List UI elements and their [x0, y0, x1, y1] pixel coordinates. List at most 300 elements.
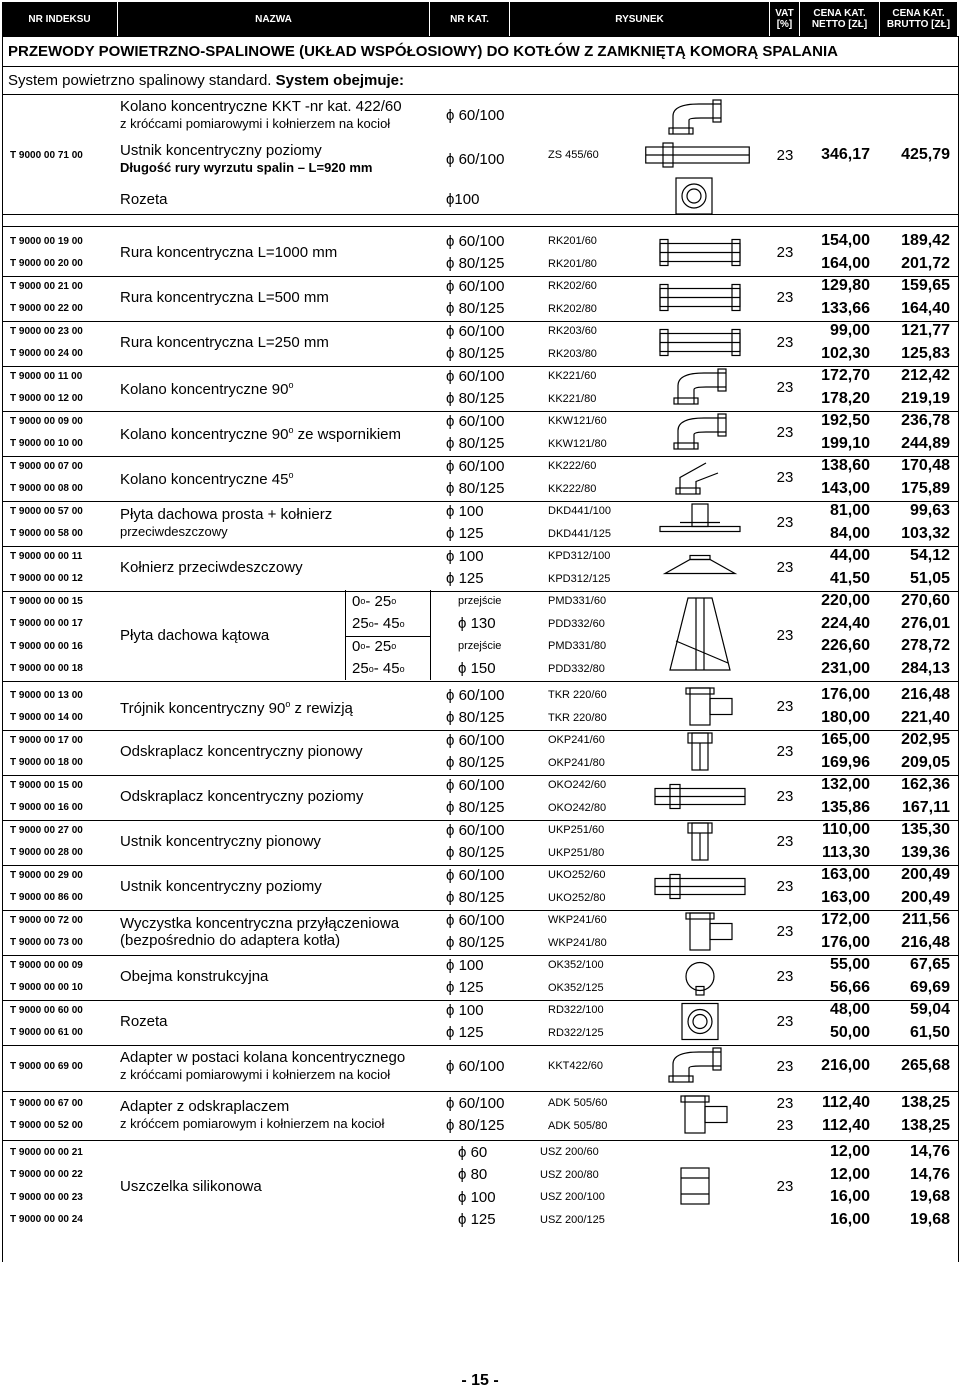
- item-netto: 132,00: [821, 776, 870, 794]
- item-diameter: ϕ 60/100: [446, 911, 505, 929]
- product-name: [120, 729, 440, 774]
- item-netto: 56,66: [829, 978, 870, 996]
- item-brutto: 167,11: [901, 798, 950, 816]
- adapter2-code: T 9000 00 67 00: [10, 1097, 83, 1109]
- rosette-drawing-icon: [668, 176, 720, 216]
- item-code: T 9000 00 72 00: [10, 914, 83, 926]
- item-diameter: ϕ 125: [446, 525, 484, 543]
- item-code: T 9000 00 00 09: [10, 959, 83, 971]
- item-kat: WKP241/60: [548, 914, 607, 927]
- product-name-line: Płyta dachowa kątowa: [120, 626, 270, 644]
- header-cell-3: RYSUNEK: [510, 2, 770, 36]
- adapter2-brutto: 138,25: [901, 1116, 950, 1134]
- roof-code: T 9000 00 00 15: [10, 595, 83, 607]
- item-code: T 9000 00 07 00: [10, 460, 83, 472]
- adapter2-kat: ADK 505/80: [548, 1119, 608, 1132]
- product-name-line: Odskraplacz koncentryczny pionowy: [120, 743, 363, 760]
- product-name: [120, 230, 440, 275]
- set-item-diameter: ϕ100: [446, 190, 480, 208]
- item-brutto: 135,30: [901, 821, 950, 839]
- item-brutto: 164,40: [901, 299, 950, 317]
- adapter-diameter: ϕ 60/100: [446, 1057, 505, 1075]
- item-netto: 81,00: [829, 502, 870, 520]
- item-code: T 9000 00 58 00: [10, 528, 83, 540]
- vert-drawing-icon: [650, 731, 750, 772]
- item-netto: 176,00: [821, 933, 870, 951]
- product-name-line: Ustnik koncentryczny pionowy: [120, 833, 321, 850]
- item-code: T 9000 00 73 00: [10, 937, 83, 949]
- degree-sup: o: [288, 380, 294, 390]
- item-netto: 84,00: [829, 524, 870, 542]
- item-kat: UKO252/60: [548, 869, 606, 882]
- item-brutto: 221,40: [901, 708, 950, 726]
- item-netto: 129,80: [821, 277, 870, 295]
- item-brutto: 159,65: [901, 277, 950, 295]
- set-item-title: Rozeta: [120, 190, 168, 208]
- column-divider: [958, 36, 959, 1262]
- set-item-title: Kolano koncentryczne KKT -nr kat. 422/60: [120, 98, 402, 115]
- item-netto: 143,00: [821, 479, 870, 497]
- item-diameter: ϕ 80/125: [446, 300, 505, 318]
- adapter2-code: T 9000 00 52 00: [10, 1120, 83, 1132]
- seal-brutto: 14,76: [909, 1165, 950, 1183]
- item-kat: OK352/125: [548, 981, 604, 994]
- item-code: T 9000 00 27 00: [10, 824, 83, 836]
- product-name-line: Rura koncentryczna L=500 mm: [120, 289, 329, 306]
- seal-netto: 16,00: [829, 1210, 870, 1228]
- item-diameter: ϕ 80/125: [446, 709, 505, 727]
- seal-kat: USZ 200/80: [540, 1168, 599, 1181]
- seal-code: T 9000 00 00 22: [10, 1169, 83, 1181]
- adapter2-diameter: ϕ 80/125: [446, 1117, 505, 1135]
- item-netto: 180,00: [821, 708, 870, 726]
- roof-kat: PDD332/80: [548, 662, 605, 675]
- roof-netto: 226,60: [821, 637, 870, 655]
- item-kat: KPD312/100: [548, 550, 611, 563]
- product-name: [120, 954, 440, 999]
- item-netto: 99,00: [829, 322, 870, 340]
- roof-netto: 220,00: [821, 592, 870, 610]
- item-netto: 178,20: [821, 389, 870, 407]
- degree-sup: o: [288, 470, 294, 480]
- item-brutto: 219,19: [901, 389, 950, 407]
- item-code: T 9000 00 00 11: [10, 550, 83, 562]
- item-brutto: 216,48: [901, 686, 950, 704]
- item-vat: 23: [776, 968, 794, 985]
- item-brutto: 189,42: [901, 232, 950, 250]
- item-brutto: 170,48: [901, 457, 950, 475]
- item-code: T 9000 00 13 00: [10, 689, 83, 701]
- item-netto: 163,00: [821, 866, 870, 884]
- degree-sup: o: [360, 641, 366, 652]
- set-item-diameter: ϕ 60/100: [446, 150, 505, 168]
- item-netto: 172,00: [821, 911, 870, 929]
- item-netto: 164,00: [821, 254, 870, 272]
- item-vat: 23: [776, 698, 794, 715]
- product-name-line: Obejma konstrukcyjna: [120, 968, 269, 985]
- seal-code: T 9000 00 00 23: [10, 1191, 83, 1203]
- product-name-line: Kołnierz przeciwdeszczowy: [120, 559, 303, 576]
- item-brutto: 216,48: [901, 933, 950, 951]
- degree-sup: o: [360, 596, 366, 607]
- item-code: T 9000 00 23 00: [10, 325, 83, 337]
- row-divider: [345, 636, 430, 637]
- product-name-line: Kolano koncentryczne 45$^o$: [120, 470, 294, 488]
- item-diameter: ϕ 100: [446, 1001, 484, 1019]
- system-intro: [8, 72, 404, 89]
- product-name: [120, 545, 440, 590]
- item-diameter: ϕ 60/100: [446, 686, 505, 704]
- item-brutto: 201,72: [901, 254, 950, 272]
- item-vat: 23: [776, 514, 794, 531]
- seal-drawing-icon: [660, 1151, 730, 1221]
- roof-vat: 23: [776, 626, 794, 644]
- item-netto: 192,50: [821, 412, 870, 430]
- item-diameter: ϕ 60/100: [446, 776, 505, 794]
- item-netto: 41,50: [829, 569, 870, 587]
- item-netto: 48,00: [829, 1001, 870, 1019]
- system-intro-text: System powietrzno spalinowy standard.: [8, 72, 276, 89]
- product-name-line: Wyczystka koncentryczna przyłączeniowa: [120, 914, 400, 932]
- item-kat: KKW121/80: [548, 437, 607, 450]
- roof-diameter: ϕ 150: [458, 660, 496, 678]
- adapter2-vat: 23: [776, 1094, 794, 1112]
- item-netto: 165,00: [821, 731, 870, 749]
- item-diameter: ϕ 60/100: [446, 367, 505, 385]
- product-name: [120, 909, 440, 954]
- item-kat: OKO242/60: [548, 779, 607, 792]
- item-kat: OK352/100: [548, 959, 604, 972]
- roof-angle: 25 o - 45 o: [352, 615, 405, 633]
- item-netto: 133,66: [821, 299, 870, 317]
- item-kat: OKP241/80: [548, 756, 605, 769]
- item-brutto: 202,95: [901, 731, 950, 749]
- item-kat: KK221/80: [548, 392, 597, 405]
- item-brutto: 200,49: [901, 888, 950, 906]
- item-diameter: ϕ 80/125: [446, 390, 505, 408]
- item-brutto: 121,77: [901, 322, 950, 340]
- item-code: T 9000 00 08 00: [10, 483, 83, 495]
- seal-code: T 9000 00 00 24: [10, 1214, 83, 1226]
- product-name: [120, 500, 440, 545]
- item-kat: RK203/60: [548, 325, 597, 338]
- item-kat: DKD441/100: [548, 505, 611, 518]
- item-kat: RK201/60: [548, 235, 597, 248]
- seal-code: T 9000 00 00 21: [10, 1146, 83, 1158]
- header-cell-0: NR INDEKSU: [2, 2, 118, 36]
- roof-brutto: 278,72: [901, 637, 950, 655]
- roof-angle: 25 o - 45 o: [352, 660, 405, 678]
- item-code: T 9000 00 18 00: [10, 757, 83, 769]
- header-cell-1: NAZWA: [118, 2, 430, 36]
- seal-diameter: ϕ 60: [458, 1143, 488, 1161]
- roof-diameter: ϕ 130: [458, 615, 496, 633]
- item-diameter: ϕ 80/125: [446, 799, 505, 817]
- item-vat: 23: [776, 379, 794, 396]
- product-name-line: Rura koncentryczna L=1000 mm: [120, 244, 338, 261]
- roof-kat: PMD331/60: [548, 595, 607, 608]
- set-item-name: [120, 96, 440, 134]
- adapter-kat: KKT422/60: [548, 1060, 604, 1072]
- roof-brutto: 276,01: [901, 614, 950, 632]
- item-vat: 23: [776, 424, 794, 441]
- item-netto: 50,00: [829, 1023, 870, 1041]
- set-item-name: [120, 140, 440, 178]
- section-title: PRZEWODY POWIETRZNO-SPALINOWE (UKŁAD WSPÓŁOSIOWY) DO KOTŁÓW Z ZAMKNIĘTĄ KOMORĄ SPALANIA: [8, 42, 838, 60]
- pipe-drawing-icon: [650, 232, 750, 273]
- item-brutto: 139,36: [901, 843, 950, 861]
- item-kat: RD322/100: [548, 1004, 604, 1017]
- row-divider: [2, 66, 958, 67]
- set-item-title: Ustnik koncentryczny poziomy: [120, 142, 322, 159]
- column-divider: [2, 36, 3, 1262]
- product-name-line: Adapter z odskraplaczem: [120, 1097, 290, 1115]
- item-diameter: ϕ 80/125: [446, 934, 505, 952]
- product-name: [120, 320, 440, 365]
- item-diameter: ϕ 60/100: [446, 731, 505, 749]
- item-kat: UKP251/80: [548, 846, 605, 859]
- item-kat: RD322/125: [548, 1026, 604, 1039]
- degree-sup: o: [285, 699, 291, 709]
- tee-drawing-icon: [650, 686, 750, 727]
- product-name: [120, 275, 440, 320]
- set-brutto: 425,79: [901, 146, 950, 163]
- header-cell-5: CENA KAT. NETTO [ZŁ]: [800, 2, 880, 36]
- clamp-drawing-icon: [650, 956, 750, 997]
- item-brutto: 61,50: [909, 1023, 950, 1041]
- item-diameter: ϕ 60/100: [446, 866, 505, 884]
- elbow-drawing-icon: [650, 412, 750, 453]
- roof-brutto: 270,60: [901, 592, 950, 610]
- plate-drawing-icon: [650, 502, 750, 543]
- item-kat: TKR 220/60: [548, 689, 607, 702]
- item-diameter: ϕ 60/100: [446, 232, 505, 250]
- system-intro-bold: System obejmuje:: [275, 72, 405, 89]
- elbow-drawing-icon: [660, 98, 730, 138]
- set-vat: 23: [776, 146, 794, 164]
- collar-drawing-icon: [650, 547, 750, 588]
- roof-code: T 9000 00 00 18: [10, 663, 83, 675]
- item-netto: 154,00: [821, 232, 870, 250]
- item-code: T 9000 00 14 00: [10, 712, 83, 724]
- item-diameter: ϕ 60/100: [446, 322, 505, 340]
- item-netto: 44,00: [829, 547, 870, 565]
- roof-netto: 224,40: [821, 614, 870, 632]
- item-vat: 23: [776, 743, 794, 760]
- item-vat: 23: [776, 923, 794, 940]
- item-diameter: ϕ 125: [446, 979, 484, 997]
- roof-brutto: 284,13: [901, 659, 950, 677]
- item-code: T 9000 00 60 00: [10, 1004, 83, 1016]
- item-code: T 9000 00 29 00: [10, 869, 83, 881]
- product-name: [120, 864, 440, 909]
- product-name-sub: (bezpośrednio do adaptera kotła): [120, 931, 341, 949]
- roof-angle: 0 o - 25 o: [352, 592, 397, 610]
- adapter2-brutto: 138,25: [901, 1094, 950, 1112]
- item-vat: 23: [776, 788, 794, 805]
- product-name-line: Płyta dachowa prosta + kołnierz: [120, 505, 333, 523]
- degree-sup: o: [368, 663, 374, 674]
- seal-brutto: 19,68: [909, 1210, 950, 1228]
- set-kat: ZS 455/60: [548, 149, 599, 161]
- seal-kat: USZ 200/100: [540, 1191, 605, 1204]
- elbow45-drawing-icon: [650, 457, 750, 498]
- item-kat: KPD312/125: [548, 572, 611, 585]
- horiz-drawing-icon: [650, 866, 750, 907]
- roof-code: T 9000 00 00 17: [10, 618, 83, 630]
- product-name-sub: z króćcami pomiarowymi i kołnierzem na kocioł: [120, 1067, 391, 1082]
- item-kat: RK203/80: [548, 347, 597, 360]
- product-name-line: Rura koncentryczna L=250 mm: [120, 334, 329, 351]
- item-netto: 172,70: [821, 367, 870, 385]
- item-kat: UKO252/80: [548, 891, 606, 904]
- item-diameter: ϕ 80/125: [446, 255, 505, 273]
- item-kat: KK222/80: [548, 482, 597, 495]
- product-name-line: Kolano koncentryczne 90$^o$: [120, 380, 294, 398]
- item-brutto: 51,05: [909, 569, 950, 587]
- item-brutto: 162,36: [901, 776, 950, 794]
- item-diameter: ϕ 80/125: [446, 435, 505, 453]
- item-kat: WKP241/80: [548, 936, 607, 949]
- seal-vat: 23: [776, 1177, 794, 1195]
- item-brutto: 59,04: [909, 1001, 950, 1019]
- product-name-sub: przeciwdeszczowy: [120, 523, 228, 539]
- item-vat: 23: [776, 334, 794, 351]
- product-name: [120, 1092, 440, 1137]
- adapter2-kat: ADK 505/60: [548, 1097, 608, 1110]
- item-vat: 23: [776, 1013, 794, 1030]
- product-name: [120, 455, 440, 500]
- tee-drawing-icon: [660, 1094, 730, 1135]
- degree-sup: o: [368, 618, 374, 629]
- item-diameter: ϕ 100: [446, 547, 484, 565]
- adapter2-diameter: ϕ 60/100: [446, 1094, 505, 1112]
- product-name: [120, 774, 440, 819]
- item-code: T 9000 00 16 00: [10, 802, 83, 814]
- item-vat: 23: [776, 469, 794, 486]
- product-name-line: Odskraplacz koncentryczny poziomy: [120, 788, 364, 805]
- header-cell-2: NR KAT.: [430, 2, 510, 36]
- product-name-line: Adapter w postaci kolana koncentrycznego: [120, 1049, 406, 1066]
- item-code: T 9000 00 00 12: [10, 573, 83, 585]
- header-cell-6: CENA KAT. BRUTTO [ZŁ]: [880, 2, 958, 36]
- item-code: T 9000 00 10 00: [10, 438, 83, 450]
- item-code: T 9000 00 28 00: [10, 847, 83, 859]
- product-name-line: Ustnik koncentryczny poziomy: [120, 878, 322, 895]
- product-name-line: Kolano koncentryczne 90$^o$ ze wspornikiem: [120, 425, 402, 443]
- item-netto: 135,86: [821, 798, 870, 816]
- seal-netto: 16,00: [829, 1188, 870, 1206]
- seal-brutto: 19,68: [909, 1188, 950, 1206]
- item-code: T 9000 00 20 00: [10, 258, 83, 270]
- item-netto: 176,00: [821, 686, 870, 704]
- item-netto: 169,96: [821, 753, 870, 771]
- degree-sup: o: [399, 663, 405, 674]
- row-divider: [2, 681, 958, 682]
- item-code: T 9000 00 22 00: [10, 303, 83, 315]
- seal-netto: 12,00: [829, 1165, 870, 1183]
- adapter-vat: 23: [776, 1057, 794, 1075]
- item-code: T 9000 00 09 00: [10, 415, 83, 427]
- roof-kat: PDD332/60: [548, 617, 605, 630]
- item-brutto: 209,05: [901, 753, 950, 771]
- item-diameter: ϕ 125: [446, 570, 484, 588]
- item-brutto: 125,83: [901, 344, 950, 362]
- item-diameter: ϕ 60/100: [446, 412, 505, 430]
- adapter-code: T 9000 00 69 00: [10, 1060, 83, 1072]
- item-code: T 9000 00 24 00: [10, 348, 83, 360]
- roof-drawing-icon: [650, 594, 750, 676]
- row-divider: [2, 1045, 958, 1046]
- seal-kat: USZ 200/60: [540, 1146, 599, 1159]
- horiz-drawing-icon: [650, 776, 750, 817]
- item-brutto: 69,69: [909, 978, 950, 996]
- product-name-line: Rozeta: [120, 1013, 168, 1030]
- item-kat: DKD441/125: [548, 527, 611, 540]
- header-cell-4: VAT [%]: [770, 2, 800, 36]
- item-kat: KK222/60: [548, 460, 597, 473]
- product-name: [120, 819, 440, 864]
- degree-sup: o: [391, 641, 397, 652]
- set-item-sub: z króćcami pomiarowymi i kołnierzem na kocioł: [120, 116, 391, 131]
- item-diameter: ϕ 80/125: [446, 889, 505, 907]
- adapter2-netto: 112,40: [821, 1094, 870, 1112]
- item-diameter: ϕ 125: [446, 1024, 484, 1042]
- item-brutto: 200,49: [901, 866, 950, 884]
- item-diameter: ϕ 80/125: [446, 844, 505, 862]
- roof-angle: 0 o - 25 o: [352, 637, 397, 655]
- item-diameter: ϕ 60/100: [446, 457, 505, 475]
- roof-netto: 231,00: [821, 659, 870, 677]
- set-item-diameter: ϕ 60/100: [446, 106, 505, 124]
- item-kat: RK201/80: [548, 257, 597, 270]
- item-brutto: 211,56: [901, 911, 950, 929]
- elbow-drawing-icon: [660, 1046, 730, 1086]
- item-code: T 9000 00 12 00: [10, 393, 83, 405]
- roof-code: T 9000 00 00 16: [10, 640, 83, 652]
- item-kat: TKR 220/80: [548, 711, 607, 724]
- item-code: T 9000 00 00 10: [10, 982, 83, 994]
- horiz-drawing-icon: [640, 142, 755, 168]
- item-brutto: 67,65: [909, 956, 950, 974]
- row-divider: [2, 94, 958, 95]
- pipe-drawing-icon: [650, 277, 750, 318]
- item-code: T 9000 00 11 00: [10, 370, 83, 382]
- row-divider: [2, 36, 958, 37]
- row-divider: [2, 226, 958, 227]
- item-brutto: 212,42: [901, 367, 950, 385]
- item-vat: 23: [776, 244, 794, 261]
- item-brutto: 244,89: [901, 434, 950, 452]
- item-vat: 23: [776, 878, 794, 895]
- item-brutto: 99,63: [909, 502, 950, 520]
- item-code: T 9000 00 15 00: [10, 779, 83, 791]
- seal-diameter: ϕ 100: [458, 1188, 496, 1206]
- item-brutto: 175,89: [901, 479, 950, 497]
- product-name: [120, 999, 440, 1044]
- adapter2-netto: 112,40: [821, 1116, 870, 1134]
- item-brutto: 236,78: [901, 412, 950, 430]
- item-code: T 9000 00 61 00: [10, 1027, 83, 1039]
- product-name: [120, 410, 440, 455]
- item-kat: OKP241/60: [548, 734, 605, 747]
- table-header: [2, 2, 958, 36]
- product-name-sub: z króćcem pomiarowym i kołnierzem na kocioł: [120, 1115, 385, 1131]
- item-netto: 102,30: [821, 344, 870, 362]
- item-netto: 55,00: [829, 956, 870, 974]
- adapter-brutto: 265,68: [901, 1057, 950, 1074]
- adapter2-vat: 23: [776, 1117, 794, 1135]
